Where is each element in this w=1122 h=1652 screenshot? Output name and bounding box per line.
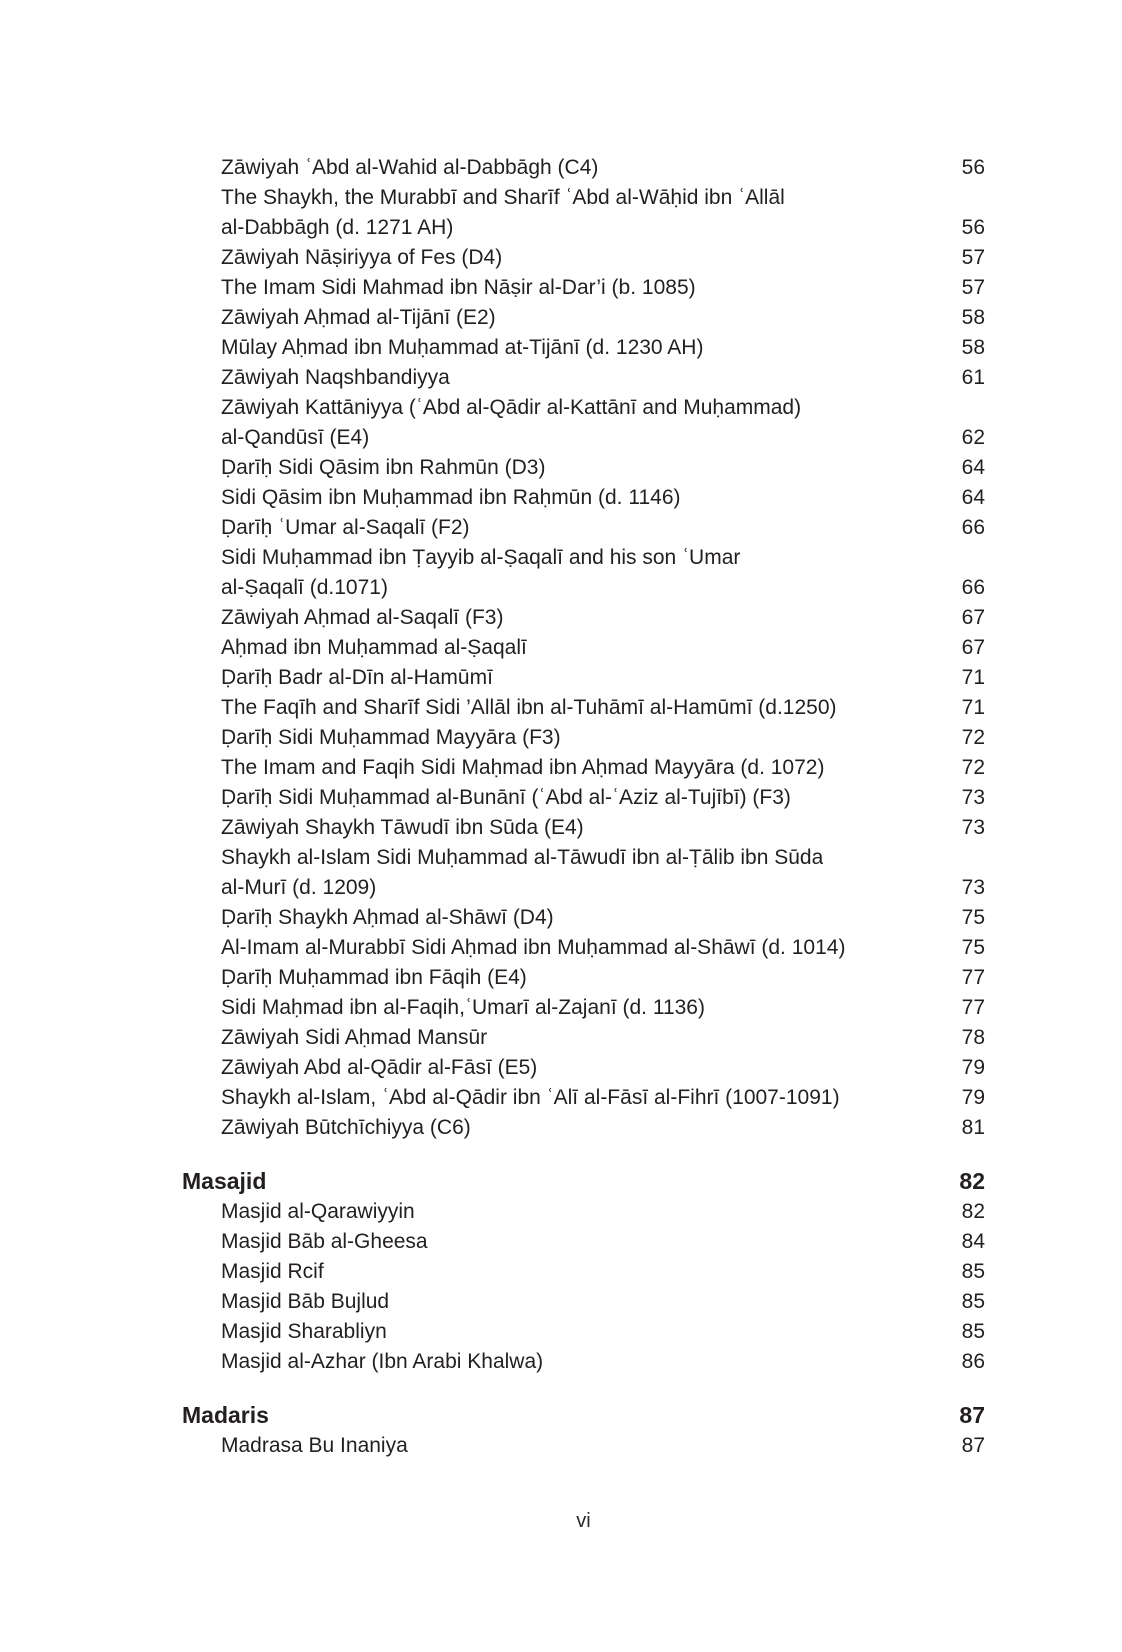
toc-entry-title: The Imam and Faqih Sidi Maḥmad ibn Aḥmad Mayyāra (d. 1072) <box>221 756 825 779</box>
toc-entry-page-number: 57 <box>961 276 985 299</box>
toc-entry-page-number: 78 <box>961 1026 985 1049</box>
toc-entry <box>182 663 985 693</box>
toc-entry-title: Mūlay Aḥmad ibn Muḥammad at-Tijānī (d. 1230 AH) <box>221 336 704 359</box>
toc-entry <box>182 753 985 783</box>
toc-entry <box>182 453 985 483</box>
toc-entry-title: Zāwiyah Abd al-Qādir al-Fāsī (E5) <box>221 1056 538 1079</box>
toc-entry <box>182 1287 985 1317</box>
toc-entry-page-number: 67 <box>961 636 985 659</box>
toc-entry-page-number: 71 <box>961 666 985 689</box>
toc-entry-title: Zāwiyah Naqshbandiyya <box>221 366 450 389</box>
toc-section-header <box>182 1165 985 1197</box>
toc-entry-title: Shaykh al-Islam Sidi Muḥammad al-Tāwudī ibn al-Ṭālib ibn Sūda <box>221 846 824 869</box>
toc-entry-title: Al-Imam al-Murabbī Sidi Aḥmad ibn Muḥammad al-Shāwī (d. 1014) <box>221 936 846 959</box>
toc-entry-page-number: 85 <box>961 1260 985 1283</box>
toc-entry <box>182 573 985 603</box>
toc-entry <box>182 993 985 1023</box>
toc-entry-page-number: 73 <box>961 816 985 839</box>
toc-entry-title: Sidi Qāsim ibn Muḥammad ibn Raḥmūn (d. 1146) <box>221 486 681 509</box>
toc-entry-title: al-Murī (d. 1209) <box>221 876 377 899</box>
toc-entry <box>182 903 985 933</box>
toc-entry <box>182 243 985 273</box>
toc-entry <box>182 1113 985 1143</box>
toc-entry-page-number: 73 <box>961 876 985 899</box>
toc-entry <box>182 1083 985 1113</box>
toc-entry-page-number: 79 <box>961 1056 985 1079</box>
toc-entry <box>182 273 985 303</box>
toc-entry <box>182 1053 985 1083</box>
toc-entry-page-number: 72 <box>961 756 985 779</box>
toc-entry-page-number: 56 <box>961 156 985 179</box>
toc-entry <box>182 1023 985 1053</box>
toc-entry-page-number: 84 <box>961 1230 985 1253</box>
toc-entry-page-number: 67 <box>961 606 985 629</box>
toc-entry-title: Shaykh al-Islam, ʿAbd al-Qādir ibn ʿAlī al-Fāsī al-Fihrī (1007-1091) <box>221 1086 840 1109</box>
toc-entry <box>182 1347 985 1377</box>
table-of-contents <box>182 153 985 1461</box>
toc-entry-page-number: 77 <box>961 996 985 1019</box>
toc-entry <box>182 633 985 663</box>
toc-entry-title: Ḍarīḥ Sidi Qāsim ibn Rahmūn (D3) <box>221 456 546 479</box>
toc-entry-page-number: 64 <box>961 486 985 509</box>
toc-entry-title: Ḍarīḥ ʿUmar al-Saqalī (F2) <box>221 516 470 539</box>
toc-entry <box>182 513 985 543</box>
toc-entry-title: Zāwiyah Kattāniyya (ʿAbd al-Qādir al-Kattānī and Muḥammad) <box>221 396 802 419</box>
toc-entry <box>182 213 985 243</box>
toc-entry-page-number: 71 <box>961 696 985 719</box>
toc-entry <box>182 603 985 633</box>
toc-entry-page-number: 82 <box>959 1168 985 1194</box>
toc-entry-page-number: 66 <box>961 516 985 539</box>
toc-entry-title: Ḍarīḥ Muḥammad ibn Fāqih (E4) <box>221 966 527 989</box>
toc-entry-title: Ḍarīḥ Shaykh Aḥmad al-Shāwī (D4) <box>221 906 554 929</box>
toc-entry-page-number: 87 <box>961 1434 985 1457</box>
page-footer <box>182 1506 985 1536</box>
toc-entry <box>182 723 985 753</box>
toc-entry-page-number: 85 <box>961 1290 985 1313</box>
toc-entry <box>182 1197 985 1227</box>
toc-entry-page-number: 75 <box>961 936 985 959</box>
toc-entry <box>182 363 985 393</box>
toc-entry-page-number: 64 <box>961 456 985 479</box>
toc-entry-page-number: 58 <box>961 336 985 359</box>
toc-entry <box>182 333 985 363</box>
folio-page-number: vi <box>576 1510 591 1532</box>
toc-entry <box>182 693 985 723</box>
toc-entry-title: Madaris <box>182 1402 269 1428</box>
toc-entry <box>182 1431 985 1461</box>
toc-entry-page-number: 77 <box>961 966 985 989</box>
toc-entry-page-number: 75 <box>961 906 985 929</box>
toc-entry-page-number: 56 <box>961 216 985 239</box>
toc-entry-title: Zāwiyah Aḥmad al-Saqalī (F3) <box>221 606 504 629</box>
toc-entry-page-number: 81 <box>961 1116 985 1139</box>
toc-entry <box>182 963 985 993</box>
toc-entry <box>182 483 985 513</box>
toc-entry <box>182 1317 985 1347</box>
toc-entry-title: Aḥmad ibn Muḥammad al-Ṣaqalī <box>221 636 527 659</box>
toc-entry-title: al-Dabbāgh (d. 1271 AH) <box>221 216 454 239</box>
toc-entry-title: al-Ṣaqalī (d.1071) <box>221 576 388 599</box>
toc-entry-page-number: 61 <box>961 366 985 389</box>
toc-entry-page-number: 73 <box>961 786 985 809</box>
toc-entry-title: Masjid Sharabliyn <box>221 1320 387 1343</box>
toc-entry <box>182 1257 985 1287</box>
toc-entry-page-number: 58 <box>961 306 985 329</box>
toc-entry <box>182 153 985 183</box>
toc-entry-title: Masjid Rcif <box>221 1260 324 1283</box>
toc-entry-title: Zāwiyah ʿAbd al-Wahid al-Dabbāgh (C4) <box>221 156 599 179</box>
toc-entry-title: Sidi Muḥammad ibn Ṭayyib al-Ṣaqalī and his son ʿUmar <box>221 546 741 569</box>
toc-entry-title: Masjid al-Azhar (Ibn Arabi Khalwa) <box>221 1350 544 1373</box>
toc-entry-page-number: 79 <box>961 1086 985 1109</box>
toc-entry-title: Madrasa Bu Inaniya <box>221 1434 408 1457</box>
toc-entry-title: Zāwiyah Aḥmad al-Tijānī (E2) <box>221 306 496 329</box>
toc-entry-title: al-Qandūsī (E4) <box>221 426 370 449</box>
toc-entry <box>182 543 985 573</box>
toc-entry-title: Sidi Maḥmad ibn al-Faqih,ʿUmarī al-Zajanī (d. 1136) <box>221 996 705 1019</box>
toc-entry <box>182 843 985 873</box>
toc-entry <box>182 183 985 213</box>
toc-entry-title: Masjid al-Qarawiyyin <box>221 1200 415 1223</box>
toc-entry-title: Ḍarīḥ Sidi Muḥammad Mayyāra (F3) <box>221 726 561 749</box>
toc-entry-title: Masjid Bāb Bujlud <box>221 1290 390 1313</box>
toc-entry-title: Ḍarīḥ Sidi Muḥammad al-Bunānī (ʿAbd al-ʿAziz al-Tujībī) (F3) <box>221 786 791 809</box>
toc-entry-title: The Imam Sidi Mahmad ibn Nāṣir al-Dar’i (b. 1085) <box>221 276 696 299</box>
toc-entry <box>182 873 985 903</box>
toc-entry-page-number: 82 <box>961 1200 985 1223</box>
toc-entry <box>182 783 985 813</box>
toc-entry-title: Zāwiyah Shaykh Tāwudī ibn Sūda (E4) <box>221 816 584 839</box>
toc-entry-page-number: 72 <box>961 726 985 749</box>
toc-entry <box>182 813 985 843</box>
toc-entry-title: Zāwiyah Nāṣiriyya of Fes (D4) <box>221 246 503 269</box>
toc-entry-page-number: 86 <box>961 1350 985 1373</box>
toc-entry-title: Zāwiyah Sidi Aḥmad Mansūr <box>221 1026 488 1049</box>
toc-entry-title: Masajid <box>182 1168 267 1194</box>
toc-entry-title: Zāwiyah Būtchīchiyya (C6) <box>221 1116 471 1139</box>
toc-entry-title: Ḍarīḥ Badr al-Dīn al-Hamūmī <box>221 666 493 689</box>
toc-entry <box>182 393 985 423</box>
toc-entry-page-number: 62 <box>961 426 985 449</box>
toc-entry-page-number: 57 <box>961 246 985 269</box>
toc-entry-title: The Faqīh and Sharīf Sidi ’Allāl ibn al-Tuhāmī al-Hamūmī (d.1250) <box>221 696 837 719</box>
toc-entry <box>182 303 985 333</box>
toc-entry-page-number: 87 <box>959 1402 985 1428</box>
toc-entry-page-number: 85 <box>961 1320 985 1343</box>
toc-entry <box>182 933 985 963</box>
toc-entry-title: The Shaykh, the Murabbī and Sharīf ʿAbd al-Wāḥid ibn ʿAllāl <box>221 186 785 209</box>
toc-entry-title: Masjid Bāb al-Gheesa <box>221 1230 428 1253</box>
toc-entry <box>182 423 985 453</box>
toc-section-header <box>182 1399 985 1431</box>
toc-entry <box>182 1227 985 1257</box>
toc-entry-page-number: 66 <box>961 576 985 599</box>
